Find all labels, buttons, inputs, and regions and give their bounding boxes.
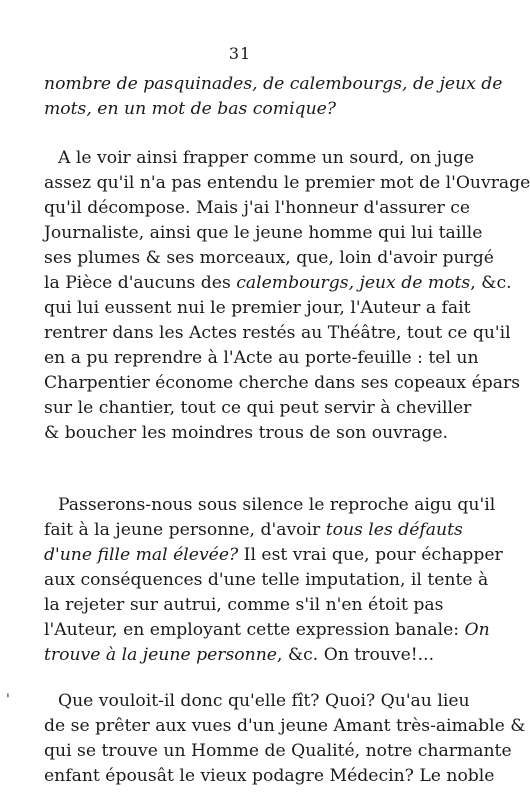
text-line [44, 518, 463, 543]
text-line [44, 246, 494, 271]
text-line [44, 196, 471, 221]
text-run: aux conséquences d'une telle imputation, il tente à [44, 570, 489, 590]
text-run: l'Auteur, en employant cette expression banale: [44, 620, 465, 640]
text-line [44, 321, 511, 346]
text-line [44, 593, 444, 618]
text-run: qu'il décompose. Mais j'ai l'honneur d'assurer ce [44, 198, 471, 218]
italic-run: mots, en un mot de bas comique? [44, 99, 337, 119]
text-line [44, 371, 521, 396]
text-run: sur le chantier, tout ce qui peut servir à cheviller [44, 398, 472, 418]
text-line [44, 568, 489, 593]
paragraph-2 [44, 146, 530, 446]
text-line [44, 171, 530, 196]
italic-run: trouve à la jeune personne [44, 645, 277, 665]
text-line [44, 618, 490, 643]
text-run: Que vouloit-il donc qu'elle fît? Quoi? Qu'au lieu [58, 691, 470, 711]
text-line [44, 396, 472, 421]
text-run: la rejeter sur autrui, comme s'il n'en étoit pas [44, 595, 444, 615]
text-run: fait à la jeune personne, d'avoir [44, 520, 326, 540]
text-run: , &c. On trouve!... [276, 645, 435, 665]
text-line [44, 764, 495, 789]
text-line [44, 714, 526, 739]
text-line [44, 271, 512, 296]
text-line [44, 421, 448, 446]
text-line [44, 739, 512, 764]
text-run: assez qu'il n'a pas entendu le premier mot de l'Ouvrage [44, 173, 530, 193]
text-line [44, 543, 503, 568]
text-run: de se prêter aux vues d'un jeune Amant très-aimable & [44, 716, 526, 736]
text-run: Il est vrai que, pour échapper [238, 545, 503, 565]
text-run: la Pièce d'aucuns des [44, 273, 237, 293]
text-run: Journaliste, ainsi que le jeune homme qui lui taille [44, 223, 483, 243]
text-run: en a pu reprendre à l'Acte au porte-feuille : tel un [44, 348, 479, 368]
text-line [44, 296, 471, 321]
text-line [44, 97, 440, 122]
text-run: A le voir ainsi frapper comme un sourd, on juge [58, 148, 475, 168]
text-line [44, 72, 503, 97]
text-run: enfant épousât le vieux podagre Médecin? Le noble [44, 766, 495, 786]
text-line [44, 643, 440, 668]
italic-run: tous les défauts [325, 520, 463, 540]
text-run: Passerons-nous sous silence le reproche aigu qu'il [58, 495, 496, 515]
text-line [44, 689, 470, 714]
text-line [44, 346, 479, 371]
text-run: & boucher les moindres trous de son ouvrage. [44, 423, 448, 443]
paragraph-1 [44, 72, 503, 122]
text-line [44, 493, 496, 518]
paragraph-3 [44, 493, 503, 668]
text-run: Charpentier économe cherche dans ses copeaux épars [44, 373, 521, 393]
italic-run: d'une fille mal élevée? [44, 545, 239, 565]
text-run: qui lui eussent nui le premier jour, l'Auteur a fait [44, 298, 471, 318]
text-run: ses plumes & ses morceaux, que, loin d'avoir purgé [44, 248, 494, 268]
text-run: , &c. [470, 273, 512, 293]
text-run: qui se trouve un Homme de Qualité, notre charmante [44, 741, 512, 761]
italic-run: nombre de pasquinades, de calembourgs, de jeux de [44, 74, 503, 94]
text-line [44, 221, 483, 246]
text-run: rentrer dans les Actes restés au Théâtre, tout ce qu'il [44, 323, 511, 343]
page-number: 31 [228, 44, 252, 63]
margin-mark: ' [6, 692, 10, 708]
text-line [44, 146, 475, 171]
italic-run: calembourgs, jeux de mots [236, 273, 471, 293]
paragraph-4 [44, 689, 526, 789]
italic-run: On [464, 620, 490, 640]
